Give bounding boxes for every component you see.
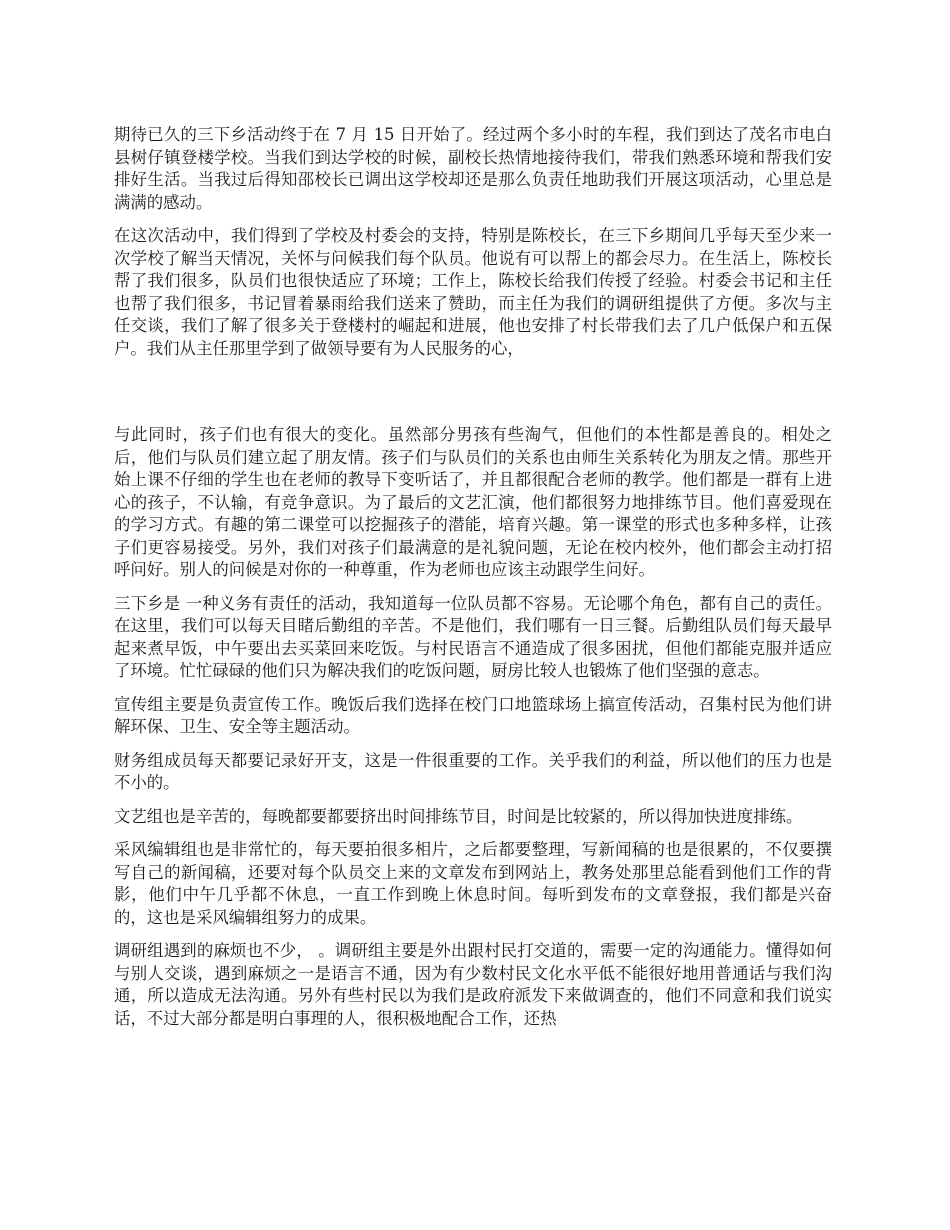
paragraph-7: 文艺组也是辛苦的，每晚都要都要挤出时间排练节目，时间是比较紧的，所以得加快进度排练。 <box>114 806 803 826</box>
paragraph-4: 三下乡是 一种义务有责任的活动，我知道每一位队员都不容易。无论哪个角色，都有自己的责任。在这里，我们可以每天目睹后勤组的辛苦。不是他们，我们哪有一日三餐。后勤组队员们每天最早起来煮早饭，中午要出去买菜回来吃饭。与村民语言不通造成了很多困扰，但他们都能克服并适应了环境。忙忙碌碌的他们只为解决我们的吃饭问题，厨房比较人也锻炼了他们坚强的意志。 <box>114 593 832 680</box>
paragraph-9: 调研组遇到的麻烦也不少， 。调研组主要是外出跟村民打交道的，需要一定的沟通能力。懂得如何与别人交谈，遇到麻烦之一是语言不通，因为有少数村民文化水平低不能很好地用普通话与我们沟通，所以造成无法沟通。另外有些村民以为我们是政府派发下来做调查的，他们不同意和我们说实话，不过大部分都是明白事理的人，很积极地配合工作，还热 <box>114 941 832 1028</box>
paragraph-5: 宣传组主要是负责宣传工作。晚饭后我们选择在校门口地篮球场上搞宣传活动，召集村民为他们讲解环保、卫生、安全等主题活动。 <box>114 694 832 736</box>
document-body <box>114 124 832 1041</box>
paragraph-6: 财务组成员每天都要记录好开支，这是一件很重要的工作。关乎我们的利益，所以他们的压力也是不小的。 <box>114 750 832 792</box>
paragraph-8: 采风编辑组也是非常忙的，每天要拍很多相片，之后都要整理，写新闻稿的也是很累的，不仅要撰写自己的新闻稿，还要对每个队员交上来的文章发布到网站上，教务处那里总能看到他们工作的背影，他们中午几乎都不休息，一直工作到晚上休息时间。每听到发布的文章登报，我们都是兴奋的，这也是采风编辑组努力的成果。 <box>114 840 832 927</box>
paragraph-2: 在这次活动中，我们得到了学校及村委会的支持，特别是陈校长，在三下乡期间几乎每天至少来一次学校了解当天情况，关怀与问候我们每个队员。他说有可以帮上的都会尽力。在生活上，陈校长帮了我们很多，队员们也很快适应了环境；工作上，陈校长给我们传授了经验。村委会书记和主任也帮了我们很多，书记冒着暴雨给我们送来了赞助，而主任为我们的调研组提供了方便。多次与主任交谈，我们了解了很多关于登楼村的崛起和进展，他也安排了村长带我们去了几户低保户和五保户。我们从主任那里学到了做领导要有为人民服务的心， <box>114 226 832 358</box>
paragraph-3: 与此同时，孩子们也有很大的变化。虽然部分男孩有些淘气，但他们的本性都是善良的。相处之后，他们与队员们建立起了朋友情。孩子们与队员们的关系也由师生关系转化为朋友之情。那些开始上课不仔细的学生也在老师的教导下变听话了，并且都很配合老师的教学。他们都是一群有上进心的孩子，不认输，有竞争意识。为了最后的文艺汇演，他们都很努力地排练节目。他们喜爱现在的学习方式。有趣的第二课堂可以挖掘孩子的潜能，培育兴趣。第一课堂的形式也多种多样，让孩子们更容易接受。另外，我们对孩子们最满意的是礼貌问题，无论在校内校外，他们都会主动打招呼问好。别人的问候是对你的一种尊重，作为老师也应该主动跟学生问好。 <box>114 425 832 579</box>
paragraph-1: 期待已久的三下乡活动终于在 7 月 15 日开始了。经过两个多小时的车程，我们到达了茂名市电白县树仔镇登楼学校。当我们到达学校的时候，副校长热情地接待我们，带我们熟悉环境和帮我们安排好生活。当我过后得知邵校长已调出这学校却还是那么负责任地助我们开展这项活动，心里总是满满的感动。 <box>114 125 832 212</box>
